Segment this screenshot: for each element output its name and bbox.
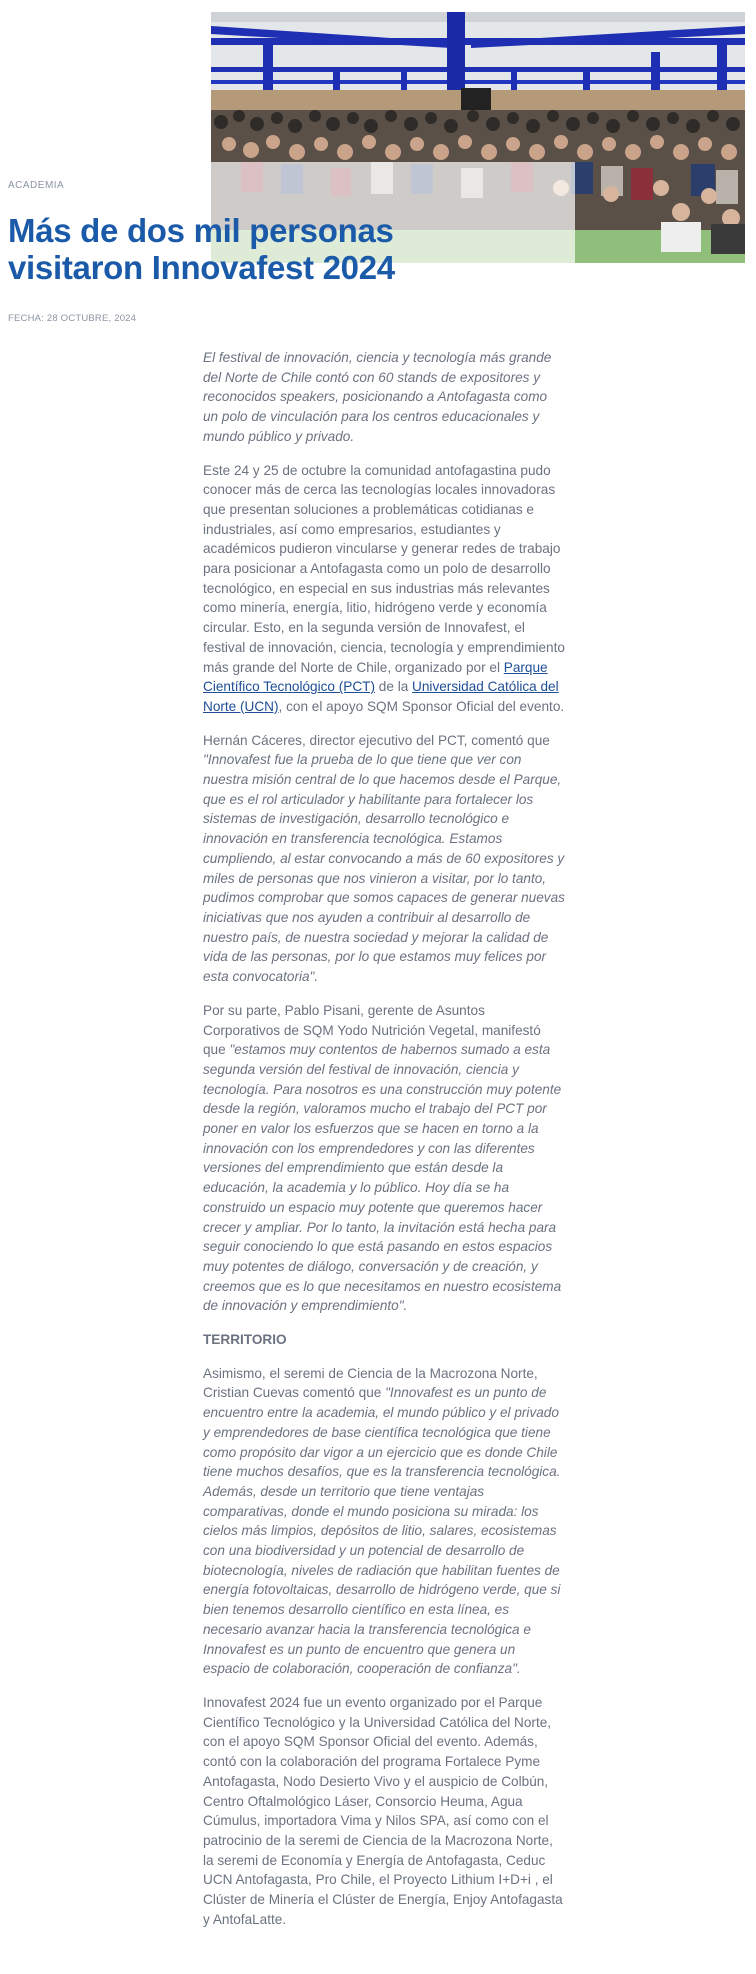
- paragraph-text: Por su parte, Pablo Pisani, gerente de Asuntos Corporativos de SQM Yodo Nutrición Vegetal, manifestó que: [203, 1002, 541, 1058]
- pct-link[interactable]: Parque Científico Tecnológico (PCT): [203, 659, 548, 695]
- paragraph-text: , con el apoyo SQM Sponsor Oficial del evento.: [278, 698, 565, 714]
- article-category[interactable]: ACADEMIA: [8, 180, 65, 191]
- article-body: [203, 348, 565, 1943]
- article-lead: El festival de innovación, ciencia y tecnología más grande del Norte de Chile contó con 60 stands de expositores y reconocidos speakers, posicionando a Antofagasta como un polo de vinculación para los centros educacionales y mundo público y privado.: [203, 350, 552, 444]
- paragraph-text: Hernán Cáceres, director ejecutivo del PCT, comentó que: [203, 732, 550, 748]
- quote-text: "Innovafest fue la prueba de lo que tiene que ver con nuestra misión central de lo que hacemos desde el Parque, que es el rol articulador y habilitante para fortalecer los sistemas de investigación, desarrollo tecnológico e innovación en transferencia tecnológica. Estamos cumpliendo, al estar convocando a más de 60 expositores y miles de personas que nos vinieron a visitar, por lo tanto, pudimos comprobar que somos capaces de generar nuevas iniciativas que nos ayuden a contribuir al desarrollo de nuestro país, de nuestra sociedad y mejorar la calidad de vida de las personas, por lo que estamos muy felices por esta convocatoria".: [203, 752, 565, 985]
- paragraph-text: Este 24 y 25 de octubre la comunidad antofagastina pudo conocer más de cerca las tecnologías locales innovadoras que presentan soluciones a problemáticas cotidianas e industriales, así como empresarios, estudiantes y académicos pudieron vincularse y generar redes de trabajo para posicionar a Antofagasta como un polo de desarrollo tecnológico, en especial en sus industrias más relevantes como minería, energía, litio, hidrógeno verde y economía circular. Esto, en la segunda versión de Innovafest, el festival de innovación, ciencia, tecnología y emprendimiento más grande del Norte de Chile, organizado por el: [203, 462, 565, 675]
- article-date: FECHA: 28 OCTUBRE, 2024: [8, 313, 137, 324]
- quote-text: "Innovafest es un punto de encuentro entre la academia, el mundo público y el privado y emprendedores de base científica tecnológica que tiene como propósito dar vigor a un ejercicio que es donde Chile tiene muchos desafíos, que es la transferencia tecnológica. Además, desde un territorio que tiene ventajas comparativas, donde el mundo posiciona su mirada: los cielos más limpios, depósitos de litio, salares, ecosistemas con una biodiversidad y un potencial de desarrollo de biotecnología, niveles de radiación que habilitan fuentes de energía fotovoltaicas, desarrollo de hidrógeno verde, que si bien tenemos desarrollo científico en esta línea, es necesario avanzar hacia la transferencia tecnológica e Innovafest es un punto de encuentro que genera un espacio de colaboración, cooperación de confianza".: [203, 1385, 561, 1677]
- section-heading: TERRITORIO: [203, 1332, 287, 1348]
- article-paragraph: [203, 731, 565, 987]
- article-paragraph: [203, 1364, 565, 1679]
- article-paragraph: Innovafest 2024 fue un evento organizado por el Parque Científico Tecnológico y la Universidad Católica del Norte, con el apoyo SQM Sponsor Oficial del evento. Además, contó con la colaboración del programa Fortalece Pyme Antofagasta, Nodo Desierto Vivo y el auspicio de Colbún, Centro Oftalmológico Láser, Consorcio Heuma, Agua Cúmulus, importadora Vima y Nilos SPA, así como con el patrocinio de la seremi de Ciencia de la Macrozona Norte, la seremi de Economía y Energía de Antofagasta, Ceduc UCN Antofagasta, Pro Chile, el Proyecto Lithium I+D+i , el Clúster de Minería el Clúster de Energía, Enjoy Antofagasta y AntofaLatte.: [203, 1695, 563, 1927]
- paragraph-text: Asimismo, el seremi de Ciencia de la Macrozona Norte, Cristian Cuevas comentó que: [203, 1365, 538, 1401]
- article-paragraph: [203, 1001, 565, 1316]
- article-paragraph: [203, 461, 565, 717]
- paragraph-text: de la: [375, 679, 413, 695]
- ucn-link[interactable]: Universidad Católica del Norte (UCN): [203, 679, 559, 714]
- article-title: Más de dos mil personas visitaron Innovafest 2024: [8, 212, 395, 286]
- quote-text: "estamos muy contentos de habernos sumado a esta segunda versión del festival de innovación, ciencia y tecnología. Para nosotros es una construcción muy potente desde la región, valoramos mucho el trabajo del PCT por poner en valor los esfuerzos que se hacen en torno a la innovación con los emprendedores y con las diferentes versiones del emprendimiento que están desde la educación, la academia y lo público. Hoy día se ha construido un espacio muy potente que queremos hacer crecer y ampliar. Por lo tanto, la invitación está hecha para seguir conociendo lo que está pasando en estos espacios muy potentes de diálogo, conversación y de creación, y creemos que es lo que necesitamos en nuestro ecosistema de innovación y emprendimiento".: [203, 1042, 562, 1314]
